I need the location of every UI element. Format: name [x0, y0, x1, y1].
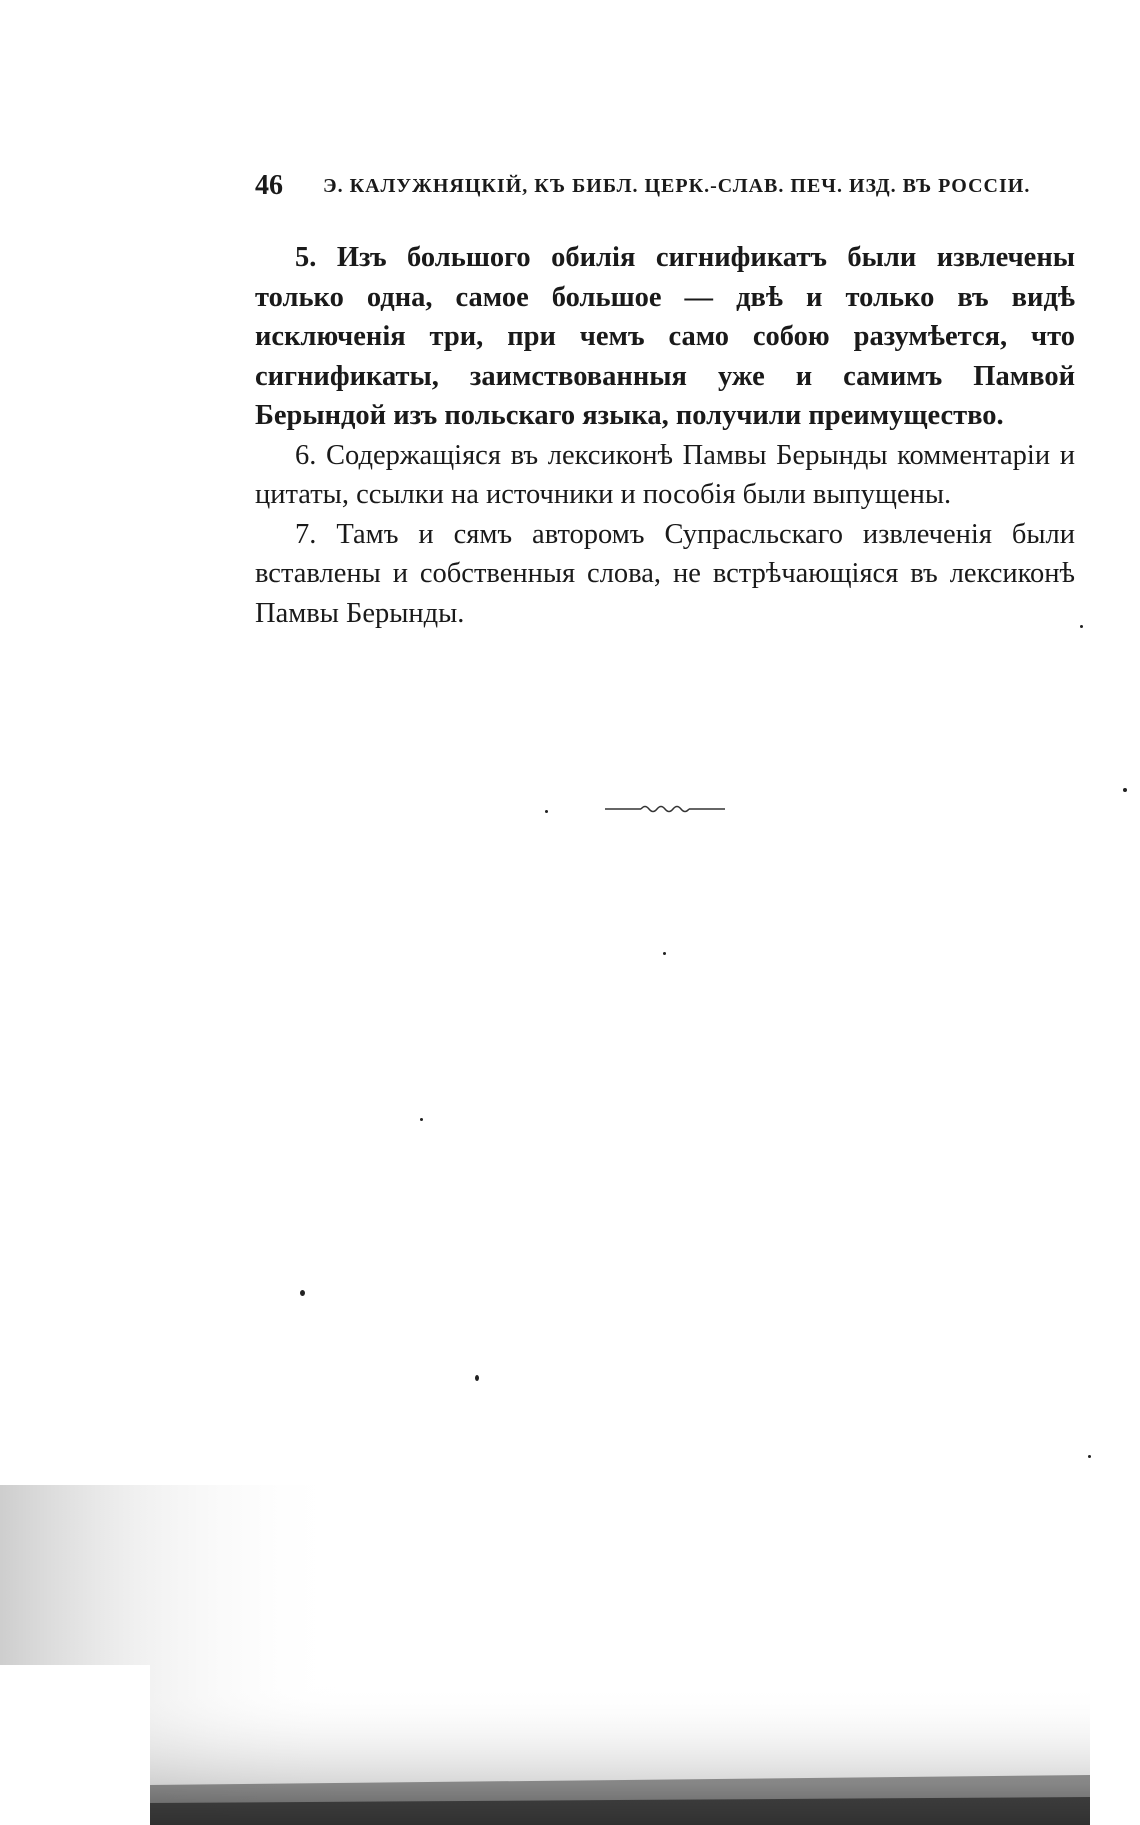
scanner-edge-shadow	[0, 1485, 1140, 1825]
page-header	[255, 170, 1055, 210]
scan-speck	[420, 1118, 423, 1121]
paragraph-6: 6. Содержащіяся въ лексиконѣ Памвы Берынды комментаріи и цитаты, ссылки на источники и пособія были выпущены.	[255, 439, 1075, 510]
paragraph-7: 7. Тамъ и сямъ авторомъ Супрасльскаго извлеченія были вставлены и собственныя слова, не встрѣчающіяся въ лексиконѣ Памвы Берынды.	[255, 518, 1075, 629]
scan-speck	[1088, 1455, 1091, 1458]
paragraph-5: 5. Изъ большого обилія сигнификатъ были извлечены только одна, самое большое — двѣ и только въ видѣ исключенія три, при чемъ само собою разумѣется, что сигнификаты, заимствованныя уже и самимъ Памвой Берындой изъ польскаго языка, получили преимущество.	[255, 242, 1075, 431]
ornament-divider	[605, 800, 725, 816]
scan-speck	[545, 810, 548, 813]
running-head: Э. КАЛУЖНЯЦКІЙ, КЪ БИБЛ. ЦЕРК.-СЛАВ. ПЕЧ. ИЗД. ВЪ РОССІИ.	[323, 175, 1031, 197]
page-number: 46	[255, 170, 283, 201]
scan-speck	[1123, 788, 1127, 792]
scan-speck	[475, 1375, 479, 1381]
scan-speck	[663, 952, 666, 955]
scan-speck	[1080, 625, 1083, 628]
scan-speck	[300, 1290, 305, 1296]
body-text	[255, 238, 1075, 633]
